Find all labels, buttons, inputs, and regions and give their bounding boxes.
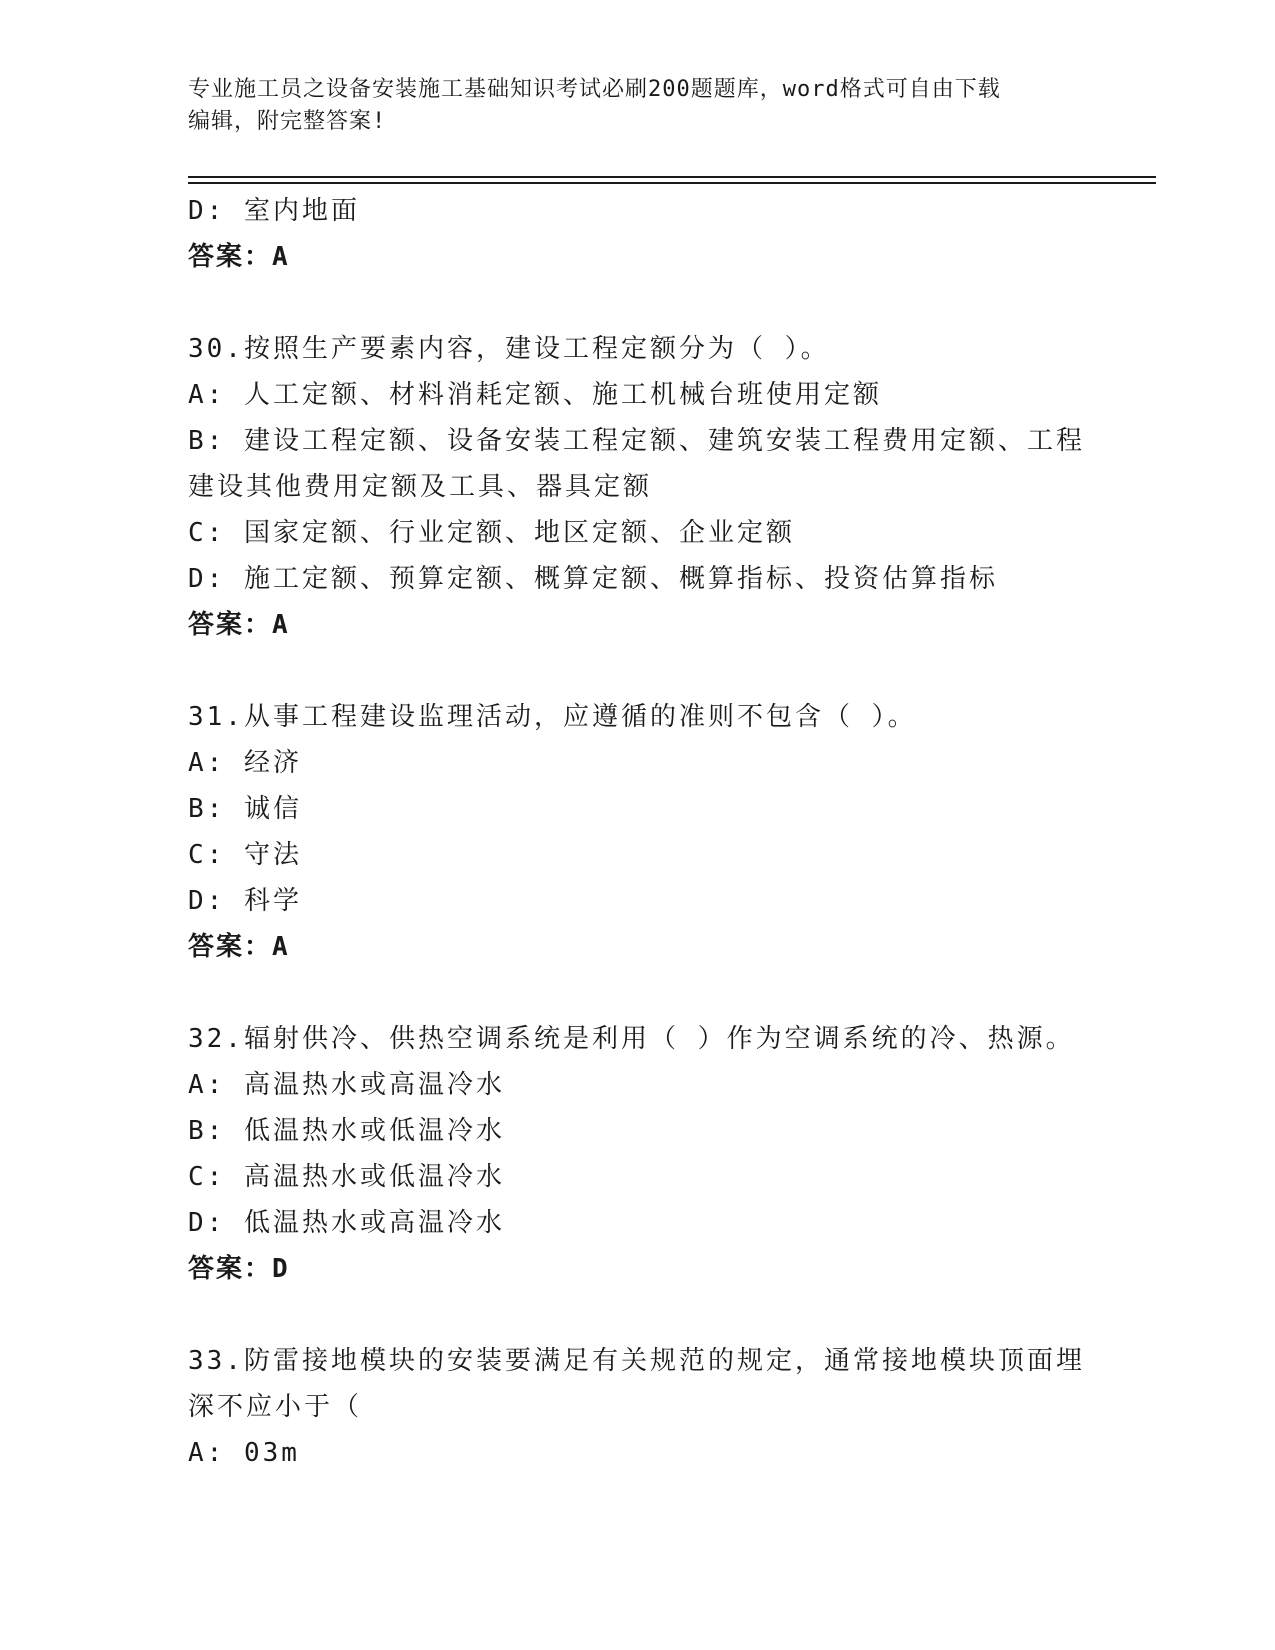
option-c: C: 守法: [188, 840, 302, 870]
option-b-continued: 建设其他费用定额及工具、器具定额: [188, 472, 653, 502]
option-c: C: 高温热水或低温冷水: [188, 1162, 505, 1192]
option-d: D: 室内地面: [188, 196, 360, 226]
answer: 答案：A: [188, 610, 290, 640]
document-header: [188, 74, 1068, 138]
option-d: D: 施工定额、预算定额、概算定额、概算指标、投资估算指标: [188, 564, 998, 594]
question-30-stem: 30.按照生产要素内容，建设工程定额分为（ ）。: [188, 334, 830, 364]
option-a: A: 03m: [188, 1438, 300, 1468]
option-a: A: 经济: [188, 748, 302, 778]
option-a: A: 人工定额、材料消耗定额、施工机械台班使用定额: [188, 380, 882, 410]
answer: 答案：D: [188, 1254, 290, 1284]
header-line-2: 编辑，附完整答案!: [188, 109, 387, 134]
question-33-stem-continued: 深不应小于（: [188, 1392, 363, 1422]
question-list: [188, 188, 1088, 1476]
question-31-stem: 31.从事工程建设监理活动，应遵循的准则不包含（ ）。: [188, 702, 917, 732]
question-32-stem: 32.辐射供冷、供热空调系统是利用（ ）作为空调系统的冷、热源。: [188, 1024, 1075, 1054]
header-divider-bottom: [188, 182, 1156, 184]
option-b: B: 诚信: [188, 794, 302, 824]
question-33-stem: 33.防雷接地模块的安装要满足有关规范的规定，通常接地模块顶面埋: [188, 1346, 1085, 1376]
option-c: C: 国家定额、行业定额、地区定额、企业定额: [188, 518, 795, 548]
answer: 答案：A: [188, 242, 290, 272]
option-a: A: 高温热水或高温冷水: [188, 1070, 505, 1100]
option-b: B: 建设工程定额、设备安装工程定额、建筑安装工程费用定额、工程: [188, 426, 1085, 456]
answer: 答案：A: [188, 932, 290, 962]
header-line-1: 专业施工员之设备安装施工基础知识考试必刷200题题库，word格式可自由下载: [188, 77, 1001, 102]
option-b: B: 低温热水或低温冷水: [188, 1116, 505, 1146]
option-d: D: 科学: [188, 886, 302, 916]
option-d: D: 低温热水或高温冷水: [188, 1208, 505, 1238]
header-divider-top: [188, 176, 1156, 178]
